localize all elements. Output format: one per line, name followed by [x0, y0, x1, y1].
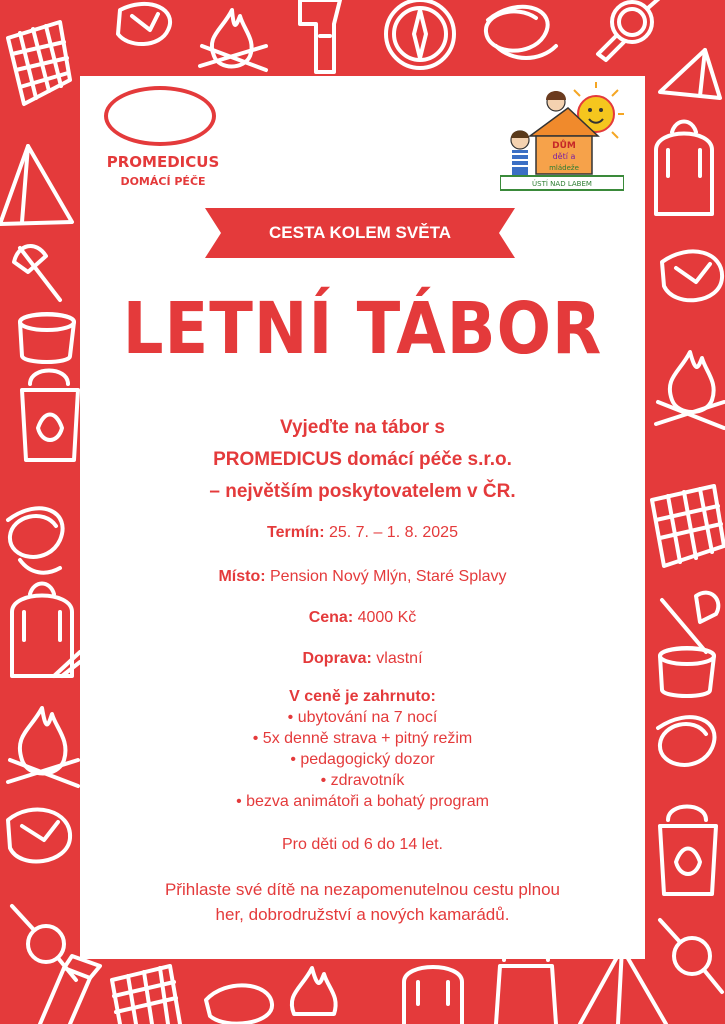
intro-line: Vyjeďte na tábor s	[279, 417, 445, 438]
intro-line: – největším poskytovatelem v ČR.	[209, 481, 516, 502]
list-item: • bezva animátoři a bohatý program	[236, 793, 489, 810]
detail-place-value: Pension Nový Mlýn, Staré Splavy	[270, 568, 507, 585]
ddm-logo-word-4: ÚSTÍ NAD LABEM	[532, 180, 592, 188]
detail-price-value: 4000 Kč	[357, 609, 417, 626]
age-range: Pro děti od 6 do 14 let.	[282, 836, 443, 853]
ribbon-label: CESTA KOLEM SVĚTA	[269, 223, 451, 242]
page-title: LETNÍ TÁBOR	[122, 288, 603, 371]
brand-name: PROMEDICUS	[106, 153, 220, 171]
ddm-logo-word-1: DŮM	[552, 141, 576, 151]
detail-price	[80, 609, 645, 627]
promedicus-logo-icon	[104, 86, 216, 146]
detail-price-label: Cena:	[308, 609, 354, 626]
ddm-logo-word-2: dětí a	[552, 152, 576, 161]
detail-date	[80, 524, 645, 542]
list-item: • zdravotník	[320, 772, 405, 789]
intro-text	[80, 412, 645, 508]
list-item: • pedagogický dozor	[290, 751, 435, 768]
brand-subtitle: DOMÁCÍ PÉČE	[120, 175, 206, 188]
detail-date-value: 25. 7. – 1. 8. 2025	[328, 524, 458, 541]
ddm-logo	[500, 80, 624, 192]
list-item: • 5x denně strava + pitný režim	[252, 730, 473, 747]
includes-heading: V ceně je zahrnuto:	[289, 688, 436, 705]
detail-date-label: Termín:	[267, 524, 325, 541]
detail-place	[80, 568, 645, 586]
invitation-text	[80, 877, 645, 927]
includes-list	[80, 686, 645, 812]
invite-line: Přihlaste své dítě na nezapomenutelnou cestu plnou	[164, 880, 561, 899]
invite-line: her, dobrodružství a nových kamarádů.	[215, 905, 510, 924]
detail-transport	[80, 650, 645, 668]
ddm-logo-word-3: mládeže	[549, 164, 579, 172]
intro-line: PROMEDICUS domácí péče s.r.o.	[213, 449, 512, 470]
detail-place-label: Místo:	[218, 568, 266, 585]
list-item: • ubytování na 7 nocí	[287, 709, 438, 726]
detail-transport-value: vlastní	[376, 650, 423, 667]
detail-transport-label: Doprava:	[302, 650, 372, 667]
